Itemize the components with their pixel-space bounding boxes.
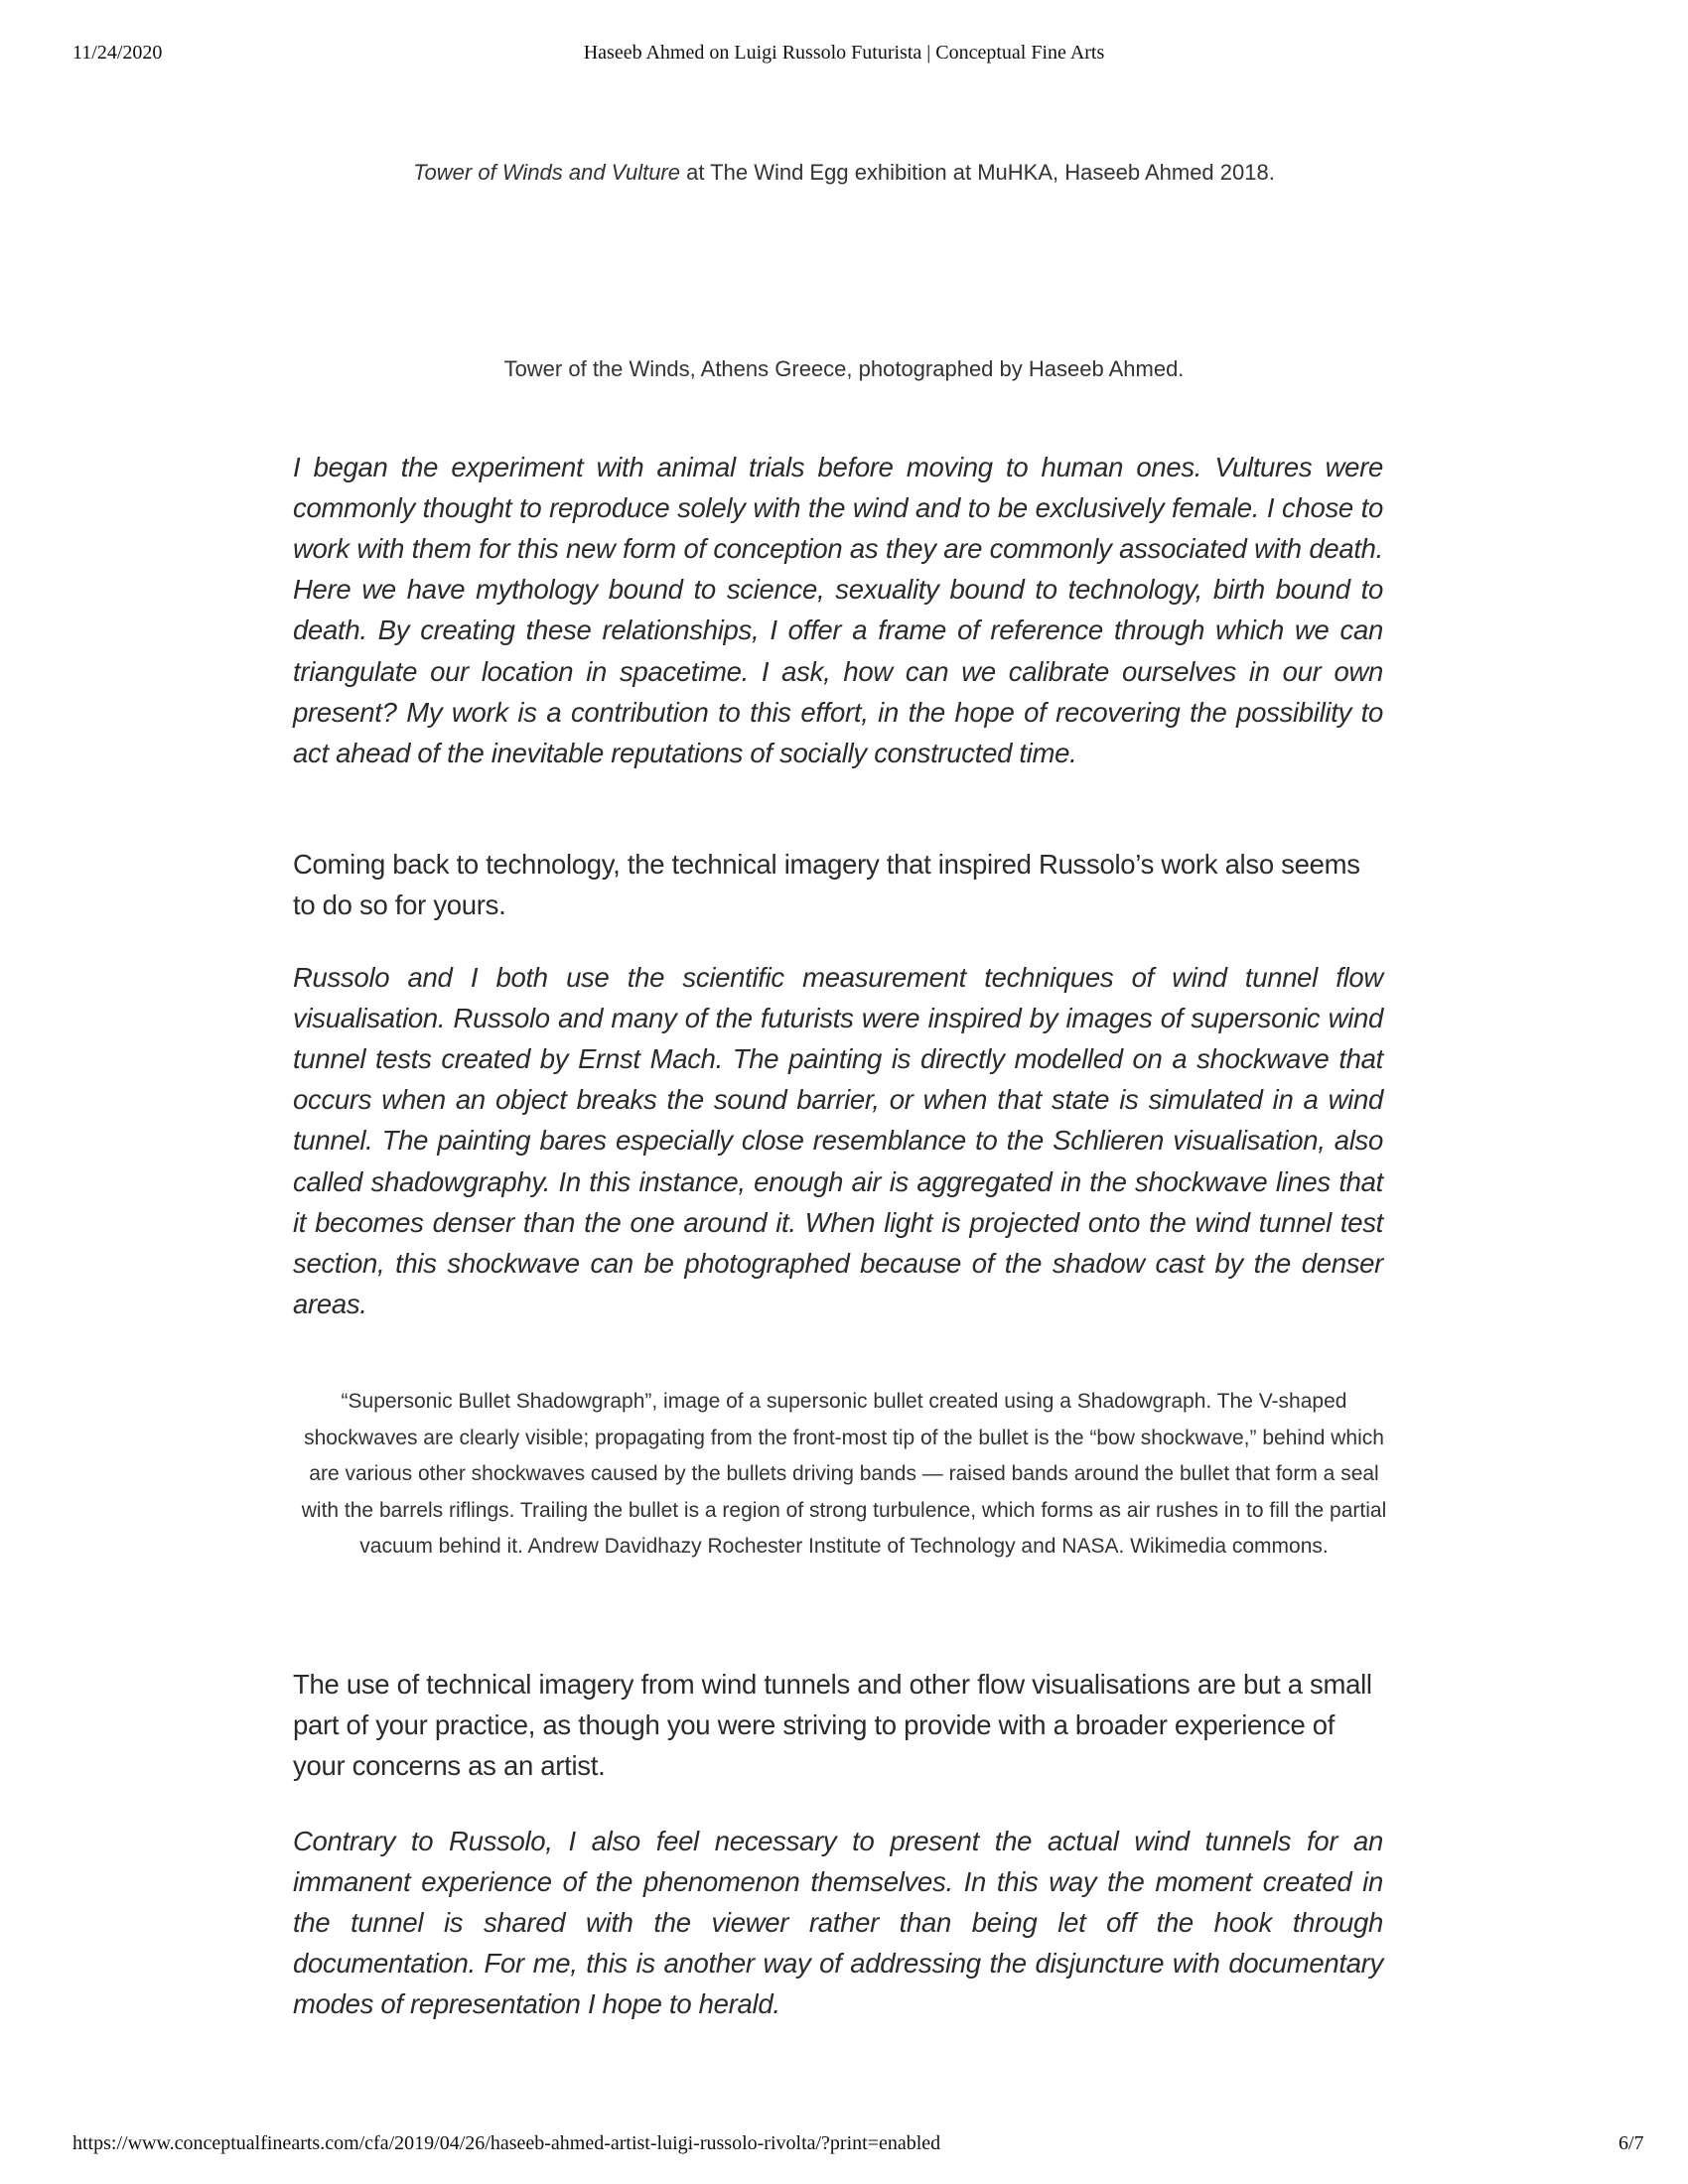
question-paragraph-2: Coming back to technology, the technical imagery that inspired Russolo’s work also seems to do so for yours. (293, 848, 1360, 920)
answer-paragraph-2: Russolo and I both use the scientific measurement techniques of wind tunnel flow visualisation. Russolo and many of the futurists were inspired by images of supersonic wind tunnel tests created by Ernst Mach. The painting is directly modelled on a shockwave that occurs when an object breaks the sound barrier, or when that state is simulated in a wind tunnel. The painting bares especially close resemblance to the Schlieren visualisation, also called shadowgraphy. In this instance, enough air is aggregated in the shockwave lines that it becomes denser than the one around it. When light is projected onto the wind tunnel test section, this shockwave can be photographed because of the shadow cast by the denser areas. (293, 961, 1383, 1320)
print-header (0, 42, 1688, 71)
print-footer (0, 2132, 1688, 2162)
caption-bullet-shadowgraph: “Supersonic Bullet Shadowgraph”, image of a supersonic bullet created using a Shadowgraph. The V-shaped shockwaves are clearly visible; propagating from the front-most tip of the bullet is the “bow shockwave,” behind which are various other shockwaves caused by the bullets driving bands — raised bands around the bullet that form a seal with the barrels riflings. Trailing the bullet is a region of strong turbulence, which forms as air rushes in to fill the partial vacuum behind it. Andrew Davidhazy Rochester Institute of Technology and NASA. Wikimedia commons. (301, 1390, 1387, 1558)
print-date: 11/24/2020 (72, 42, 163, 64)
answer-paragraph-1: I began the experiment with animal trials before moving to human ones. Vultures were commonly thought to reproduce solely with the wind and to be exclusively female. I chose to work with them for this new form of conception as they are commonly associated with death. Here we have mythology bound to science, sexuality bound to technology, birth bound to death. By creating these relationships, I offer a frame of reference through which we can triangulate our location in spacetime. I ask, how can we calibrate ourselves in our own present? My work is a contribution to this effort, in the hope of recovering the possibility to act ahead of the inevitable reputations of socially constructed time. (293, 451, 1383, 768)
print-page-title: Haseeb Ahmed on Luigi Russolo Futurista | Conceptual Fine Arts (583, 42, 1105, 64)
answer-paragraph-3: Contrary to Russolo, I also feel necessary to present the actual wind tunnels for an immanent experience of the phenomenon themselves. In this way the moment created in the tunnel is shared with the viewer rather than being let off the hook through documentation. For me, this is another way of addressing the disjuncture with documentary modes of representation I hope to herald. (293, 1825, 1383, 2020)
caption-artwork-title: Tower of Winds and Vulture (413, 160, 680, 185)
print-url: https://www.conceptualfinearts.com/cfa/2019/04/26/haseeb-ahmed-artist-luigi-russolo-rivolta/?print=enabled (72, 2132, 941, 2154)
caption-tower-vulture (248, 155, 1440, 191)
caption-text: at The Wind Egg exhibition at MuHKA, Haseeb Ahmed 2018. (680, 160, 1275, 185)
question-paragraph-3: The use of technical imagery from wind tunnels and other flow visualisations are but a small part of your practice, as though you were striving to provide with a broader experience of your concerns as an artist. (293, 1668, 1372, 1781)
print-page-number: 6/7 (1618, 2132, 1644, 2154)
caption-tower-athens: Tower of the Winds, Athens Greece, photographed by Haseeb Ahmed. (503, 356, 1185, 381)
